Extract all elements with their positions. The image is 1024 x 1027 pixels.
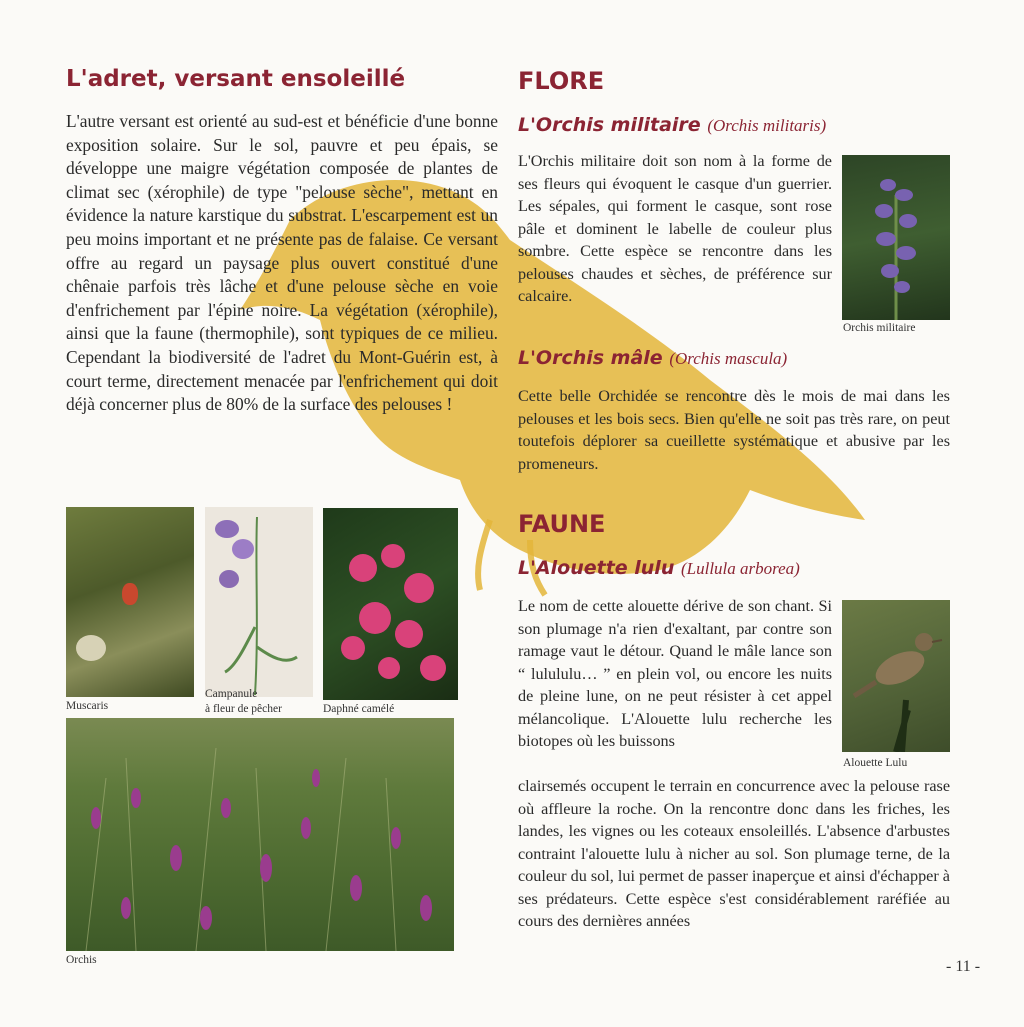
species-name: L'Alouette lulu (518, 557, 675, 579)
latin-name: (Lullula arborea) (680, 559, 800, 578)
heading-orchis-militaire (518, 114, 826, 136)
photo-orchis-militaire (842, 155, 950, 320)
photo-orchis-meadow (66, 718, 454, 951)
adret-paragraph: L'autre versant est orienté au sud-est et bénéficie d'une bonne exposition solaire. Sur le sol, pauvre et peu épais, se développe une maigre végétation composée de plantes de climat sec (xérophile) de type "pelouse sèche", mettant en évidence la nature karstique du substrat. L'escarpement est un peu moins important et ne présente pas de falaise. Ce versant offre au regard un paysage plus ouvert constitué d'une chênaie parfois très lâche et d'une pelouse sèche en voie d'enfrichement par l'épine noire. La végétation (xérophile), ainsi que la faune (thermophile), sont typiques de ce milieu. Cependant la biodiversité de l'adret du Mont-Guérin est, à court terme, directement menacée par l'enfrichement qui doit déjà concerner plus de 80% de la surface des pelouses ! (66, 111, 498, 415)
caption-alouette-lulu: Alouette Lulu (843, 757, 908, 769)
caption-daphne: Daphné camélé (323, 703, 395, 715)
heading-faune: FAUNE (518, 510, 606, 538)
photo-muscaris (66, 507, 194, 697)
caption-campanule-line1: Campanule (205, 688, 258, 700)
caption-campanule-line2: à fleur de pêcher (205, 703, 282, 715)
heading-orchis-male (518, 347, 787, 369)
photo-daphne (323, 508, 458, 700)
photo-campanule (205, 507, 313, 697)
heading-alouette-lulu (518, 557, 800, 579)
section-title-adret: L'adret, versant ensoleillé (66, 66, 406, 92)
heading-flore: FLORE (518, 67, 605, 95)
orchis-militaire-paragraph: L'Orchis militaire doit son nom à la forme de ses fleurs qui évoquent le casque d'un guerrier. Les sépales, qui forment le casque, sont rose pâle et dominent le labelle de couleur plus sombre. Cette espèce se rencontre dans les pelouses chaudes et sèches, de préférence sur calcaire. (518, 152, 832, 305)
alouette-paragraph-narrow: Le nom de cette alouette dérive de son chant. Si son plumage n'a rien d'exaltant, par contre son ramage vaut le détour. Quand le mâle lance son “ lulululu… ” en plein vol, ou encore les nuits de pleine lune, on ne peut résister à cet appel mélancolique. L'Alouette lulu recherche les biotopes où les buissons (518, 597, 832, 750)
alouette-paragraph-wide: clairsemés occupent le terrain en concurrence avec la pelouse rase où affleure la roche. On la rencontre donc dans les friches, les landes, les vignes ou les coteaux ensoleillés. L'absence d'arbustes contraint l'alouette lulu à nicher au sol. Son plumage terne, de la couleur du sol, lui permet de passer inaperçue et ainsi d'échapper à ses prédateurs. Cette espèce s'est considérablement raréfiée au cours des dernières années (518, 777, 950, 930)
species-name: L'Orchis militaire (518, 114, 701, 136)
page-number: - 11 - (946, 958, 981, 975)
caption-muscaris: Muscaris (66, 700, 109, 712)
latin-name: (Orchis mascula) (669, 349, 788, 368)
orchis-male-paragraph: Cette belle Orchidée se rencontre dès le mois de mai dans les pelouses et les bois secs. Bien qu'elle ne soit pas très rare, on peut toutefois déplorer sa cueillette systématique et abusive par les promeneurs. (518, 387, 950, 473)
species-name: L'Orchis mâle (518, 347, 663, 369)
caption-orchis: Orchis (66, 954, 97, 966)
caption-orchis-militaire: Orchis militaire (843, 322, 916, 334)
photo-alouette-lulu (842, 600, 950, 752)
latin-name: (Orchis militaris) (707, 116, 827, 135)
